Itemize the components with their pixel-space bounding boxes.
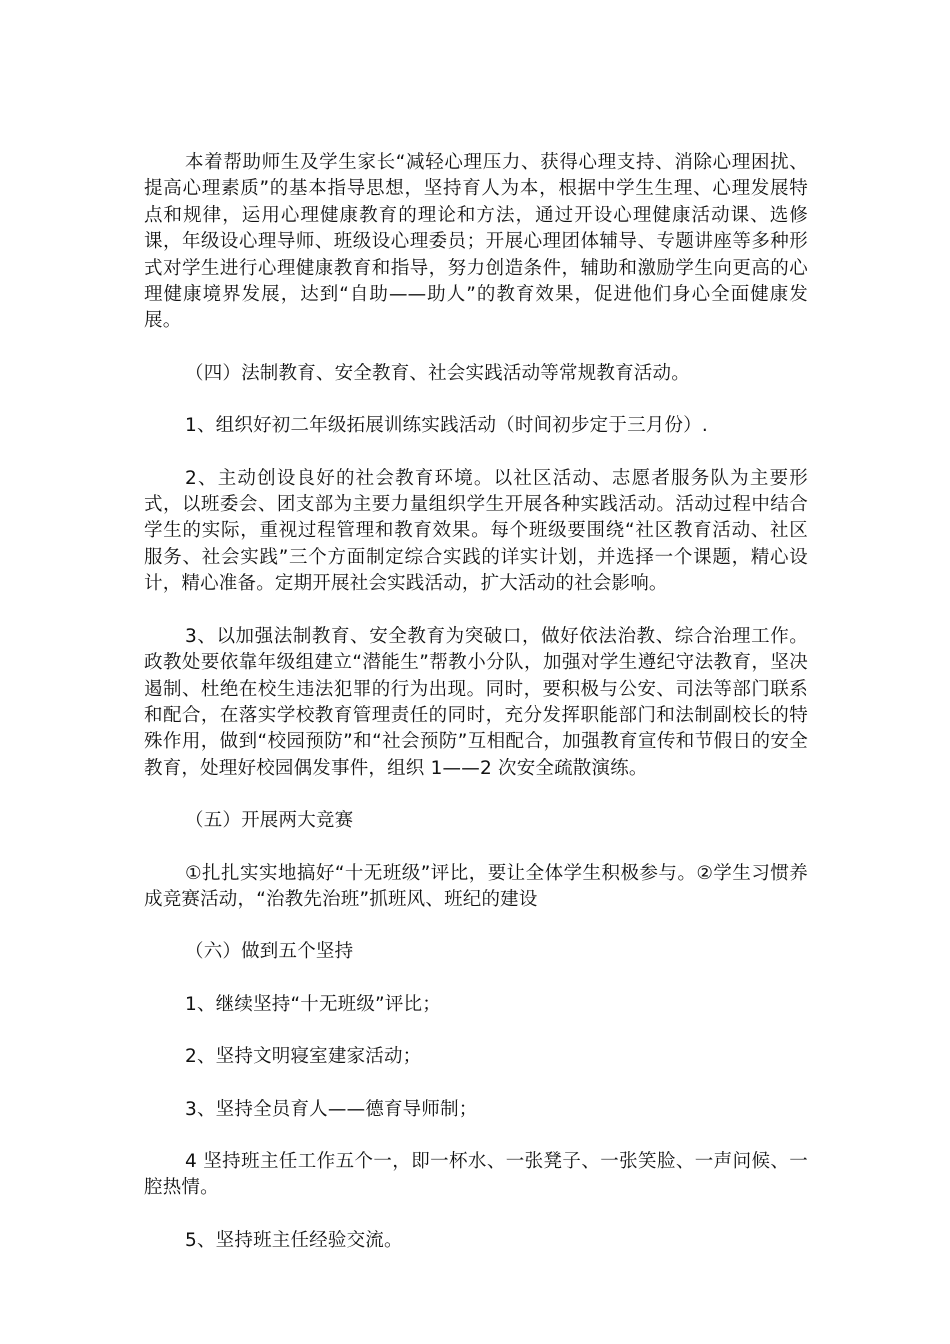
- persist-item-3: 3、坚持全员育人——德育导师制；: [185, 1098, 478, 1120]
- persist-item-2: 2、坚持文明寝室建家活动；: [185, 1046, 422, 1068]
- paragraph-gap: [144, 782, 808, 808]
- paragraph-gap: [144, 966, 808, 992]
- paragraph-gap: [144, 598, 808, 624]
- persist-item-4: 4 坚持班主任工作五个一，即一杯水、一张凳子、一张笑脸、一声问候、一腔热情。: [144, 1150, 808, 1199]
- paragraph-gap: [144, 1123, 808, 1149]
- heading-section-six: （六）做到五个坚持: [185, 941, 354, 963]
- paragraph-gap: [144, 913, 808, 939]
- heading-section-five: （五）开展两大竞赛: [185, 810, 354, 832]
- paragraph-gap: [144, 387, 808, 413]
- paragraph-gap: [144, 1071, 808, 1097]
- paragraph-gap: [144, 335, 808, 361]
- paragraph-gap: [144, 835, 808, 861]
- list-item-1: 1、组织好初二年级拓展训练实践活动（时间初步定于三月份）.: [185, 415, 708, 437]
- list-item-3: 3、以加强法制教育、安全教育为突破口，做好依法治教、综合治理工作。政教处要依靠年级组建立“潜能生”帮教小分队，加强对学生遵纪守法教育，坚决遏制、杜绝在校生违法犯罪的行为出现。同时，要积极与公安、司法等部门联系和配合，在落实学校教育管理责任的同时，充分发挥职能部门和法制副校长的特殊作用，做到“校园预防”和“社会预防”互相配合，加强教育宣传和节假日的安全教育，处理好校园偶发事件，组织 1——2 次安全疏散演练。: [144, 625, 808, 779]
- list-item-2: 2、主动创设良好的社会教育环境。以社区活动、志愿者服务队为主要形式，以班委会、团支部为主要力量组织学生开展各种实践活动。活动过程中结合学生的实际，重视过程管理和教育效果。每个班级要围绕“社区教育活动、社区服务、社会实践”三个方面制定综合实践的详实计划，并选择一个课题，精心设计，精心准备。定期开展社会实践活动，扩大活动的社会影响。: [144, 467, 808, 595]
- document-body: [144, 150, 808, 1254]
- persist-item-1: 1、继续坚持“十无班级”评比；: [185, 993, 441, 1015]
- paragraph-psychological-health: 本着帮助师生及学生家长“减轻心理压力、获得心理支持、消除心理困扰、提高心理素质”的基本指导思想，坚持育人为本，根据中学生生理、心理发展特点和规律，运用心理健康教育的理论和方法，通过开设心理健康活动课、选修课，年级设心理导师、班级设心理委员；开展心理团体辅导、专题讲座等多种形式对学生进行心理健康教育和指导，努力创造条件，辅助和激励学生向更高的心理健康境界发展，达到“自助——助人”的教育效果，促进他们身心全面健康发展。: [144, 152, 808, 332]
- paragraph-gap: [144, 1202, 808, 1228]
- heading-section-four: （四）法制教育、安全教育、社会实践活动等常规教育活动。: [185, 362, 690, 384]
- paragraph-gap: [144, 1018, 808, 1044]
- persist-item-5: 5、坚持班主任经验交流。: [185, 1229, 403, 1251]
- paragraph-competitions: ①扎扎实实地搞好“十无班级”评比，要让全体学生积极参与。②学生习惯养成竞赛活动，“治教先治班”抓班风、班纪的建设: [144, 862, 808, 910]
- paragraph-gap: [144, 440, 808, 466]
